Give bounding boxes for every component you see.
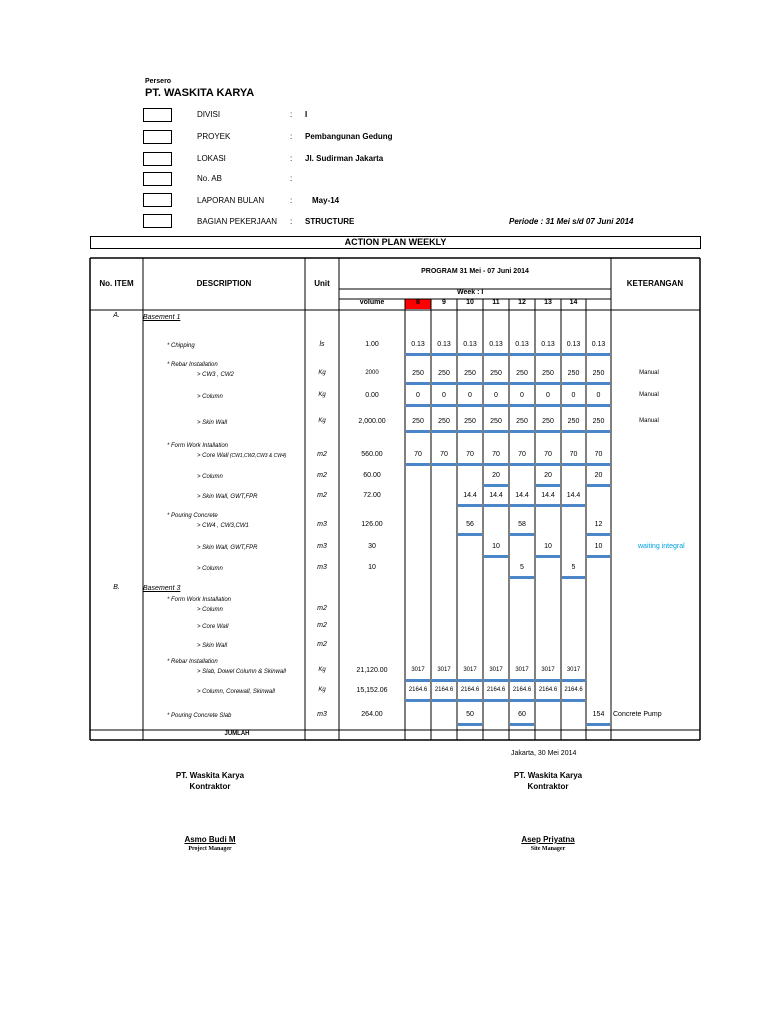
day-cell-value: 14.4 (463, 492, 477, 499)
progress-bar (406, 679, 430, 682)
day-cell-value: 70 (594, 451, 603, 458)
day-cell-value: 250 (516, 418, 528, 425)
row-unit: Kg (318, 418, 326, 424)
progress-bar (458, 699, 482, 702)
day-cell-value: 250 (516, 370, 528, 377)
progress-bar (587, 533, 610, 536)
row-unit: ls (319, 341, 325, 348)
day-cell-value: 250 (592, 418, 605, 425)
progress-bar (562, 463, 585, 466)
day-cell-value: 60 (518, 711, 526, 718)
row-description: > Core Wall (197, 624, 229, 630)
progress-bar (510, 430, 534, 433)
day-cell-value: 3017 (411, 667, 425, 673)
row-volume: 264.00 (361, 711, 383, 718)
field-label: BAGIAN PEKERJAAN (197, 217, 278, 226)
day-cell-value: 3017 (489, 667, 503, 673)
day-cell-value: 70 (518, 451, 526, 458)
day-cell-value: 10 (594, 543, 603, 550)
progress-bar (510, 576, 534, 579)
row-description: > Column (197, 394, 223, 400)
day-header: 11 (492, 299, 500, 306)
day-cell-value: 0 (494, 392, 498, 399)
progress-bar (536, 699, 560, 702)
week-header: Week : I (457, 289, 484, 296)
section-title: Basement 3 (143, 585, 181, 592)
day-cell-value: 70 (492, 451, 500, 458)
day-cell-value: 250 (464, 370, 476, 377)
row-unit: m3 (317, 564, 327, 571)
day-header: 12 (518, 299, 526, 306)
day-cell-value: 250 (490, 418, 502, 425)
progress-bar (406, 699, 430, 702)
day-cell-value: 14.4 (566, 492, 581, 499)
day-cell-value: 0.13 (437, 341, 451, 348)
row-unit: m3 (317, 521, 327, 528)
progress-bar (587, 430, 610, 433)
progress-bar (458, 382, 482, 385)
progress-bar (536, 555, 560, 558)
place-date: Jakarta, 30 Mei 2014 (511, 750, 577, 757)
progress-bar (458, 504, 482, 507)
day-cell-value: 0.13 (463, 341, 477, 348)
field-label: No. AB (197, 174, 222, 183)
day-cell-value: 58 (518, 521, 526, 528)
day-cell-value: 3017 (541, 667, 555, 673)
progress-bar (406, 404, 430, 407)
row-volume: 2,000.00 (358, 418, 386, 425)
day-header: 9 (442, 299, 446, 306)
day-cell-value: 250 (542, 370, 554, 377)
day-header: 14 (569, 299, 578, 306)
progress-bar (484, 430, 508, 433)
day-cell-value: 0.13 (541, 341, 555, 348)
day-cell-value: 10 (492, 543, 500, 550)
row-description: > Core Wall (CW1,CW2,CW3 & CW4) (197, 453, 287, 459)
progress-bar (510, 533, 534, 536)
progress-bar (562, 699, 585, 702)
day-cell-value: 250 (438, 418, 450, 425)
jumlah-label: JUMLAH (224, 731, 250, 737)
day-cell-value: 14.4 (515, 492, 529, 499)
day-cell-value: 0.13 (566, 341, 581, 348)
row-description: > Skin Wall, GWT,FPR (197, 545, 258, 551)
row-unit: m2 (317, 451, 327, 458)
day-cell-value: 250 (412, 418, 424, 425)
row-volume: 1.00 (365, 341, 379, 348)
company-name: PT. WASKITA KARYA (145, 87, 255, 99)
day-cell-value: 2164.6 (512, 687, 532, 693)
field-label: LOKASI (197, 154, 226, 163)
day-cell-value: 0 (468, 392, 472, 399)
row-volume: 72.00 (363, 492, 381, 499)
field-colon: : (290, 174, 293, 183)
progress-bar (458, 723, 482, 726)
left-signatory-name: Asmo Budi M (184, 835, 236, 844)
day-cell-value: 70 (544, 451, 552, 458)
progress-bar (510, 404, 534, 407)
row-description: > CW4 , CW3,CW1 (197, 523, 249, 529)
day-cell-value: 2164.6 (460, 687, 480, 693)
progress-bar (536, 382, 560, 385)
day-cell-value: 14.4 (489, 492, 503, 499)
day-cell-value: 14.4 (541, 492, 555, 499)
day-cell-value: 3017 (566, 667, 581, 673)
col-header-no: No. ITEM (99, 279, 134, 288)
row-description: * Rebar Installation (167, 362, 218, 368)
day-cell-value: 0 (520, 392, 524, 399)
day-cell-value: 250 (567, 370, 580, 377)
day-cell-value: 3017 (437, 667, 451, 673)
progress-bar (484, 463, 508, 466)
row-volume: 30 (368, 543, 376, 550)
day-cell-value: 70 (569, 451, 578, 458)
row-description: > Column (197, 607, 223, 613)
section-number: A. (113, 312, 120, 319)
progress-bar (587, 353, 610, 356)
day-header: 13 (544, 299, 552, 306)
progress-bar (484, 404, 508, 407)
progress-bar (432, 679, 456, 682)
field-label: LAPORAN BULAN (197, 196, 265, 205)
day-cell-value: 70 (440, 451, 448, 458)
day-cell-value: 154 (592, 711, 605, 718)
day-cell-value: 12 (594, 521, 603, 528)
day-cell-value: 70 (414, 451, 422, 458)
day-cell-value: 0 (442, 392, 446, 399)
progress-bar (562, 353, 585, 356)
row-unit: Kg (318, 392, 326, 398)
field-label: DIVISI (197, 110, 221, 119)
row-volume: 15,152.06 (356, 687, 388, 694)
field-colon: : (290, 132, 293, 141)
progress-bar (432, 382, 456, 385)
progress-bar (458, 533, 482, 536)
progress-bar (432, 353, 456, 356)
progress-bar (406, 382, 430, 385)
day-cell-value: 0.13 (591, 341, 606, 348)
progress-bar (406, 463, 430, 466)
progress-bar (510, 504, 534, 507)
progress-bar (536, 504, 560, 507)
progress-bar (432, 699, 456, 702)
day-cell-value: 20 (492, 472, 500, 479)
progress-bar (587, 484, 610, 487)
day-cell-value: 2164.6 (486, 687, 506, 693)
left-company: PT. Waskita Karya (175, 771, 245, 780)
field-value: I (305, 110, 308, 119)
day-cell-value: 10 (544, 543, 552, 550)
row-description: > CW3 , CW2 (197, 372, 234, 378)
row-description: * Form Work Installation (167, 597, 232, 603)
progress-bar (484, 699, 508, 702)
progress-bar (432, 404, 456, 407)
row-volume: 560.00 (361, 451, 383, 458)
col-header-description: DESCRIPTION (196, 279, 252, 288)
row-unit: m2 (317, 622, 327, 629)
row-volume: 10 (368, 564, 376, 571)
row-volume: 126.00 (361, 521, 383, 528)
section-number: B. (113, 584, 120, 591)
progress-bar (458, 463, 482, 466)
row-unit: m3 (317, 711, 327, 718)
periode-label: Periode : 31 Mei s/d 07 Juni 2014 (509, 217, 634, 226)
progress-bar (458, 404, 482, 407)
progress-bar (406, 353, 430, 356)
left-signatory-title: Project Manager (188, 846, 232, 852)
day-header: 10 (466, 299, 474, 306)
day-cell-value: 2164.6 (538, 687, 558, 693)
field-value: May-14 (312, 196, 340, 205)
row-unit: Kg (318, 687, 326, 693)
progress-bar (510, 679, 534, 682)
day-header: 8 (416, 299, 420, 306)
progress-bar (536, 463, 560, 466)
progress-bar (587, 723, 610, 726)
progress-bar (536, 353, 560, 356)
progress-bar (432, 463, 456, 466)
progress-bar (510, 382, 534, 385)
persero-label: Persero (145, 78, 172, 85)
row-description: > Column (197, 566, 223, 572)
row-unit: Kg (318, 667, 326, 673)
day-cell-value: 250 (464, 418, 476, 425)
progress-bar (562, 679, 585, 682)
row-description-detail: (CW1,CW2,CW3 & CW4) (228, 453, 287, 459)
row-description: > Column, Corewall, Skinwall (197, 689, 275, 695)
progress-bar (484, 484, 508, 487)
day-cell-value: 3017 (463, 667, 477, 673)
field-label: PROYEK (197, 132, 231, 141)
row-description: > Skin Wall (197, 420, 228, 426)
day-cell-value: 50 (466, 711, 474, 718)
right-role: Kontraktor (527, 782, 569, 791)
row-volume: 0.00 (365, 392, 379, 399)
day-cell-value: 250 (567, 418, 580, 425)
day-cell-value: 0.13 (515, 341, 529, 348)
progress-bar (587, 382, 610, 385)
progress-bar (510, 723, 534, 726)
progress-bar (458, 430, 482, 433)
progress-bar (484, 555, 508, 558)
row-unit: m2 (317, 605, 327, 612)
day-cell-value: 0.13 (489, 341, 503, 348)
day-cell-value: 2164.6 (564, 687, 583, 693)
program-header: PROGRAM 31 Mei - 07 Juni 2014 (421, 268, 529, 275)
day-cell-value: 0 (546, 392, 550, 399)
row-volume: 21,120.00 (356, 667, 388, 674)
field-colon: : (290, 110, 293, 119)
day-cell-value: 56 (466, 521, 474, 528)
progress-bar (536, 484, 560, 487)
day-cell-value: 250 (438, 370, 450, 377)
progress-bar (587, 555, 610, 558)
row-unit: m2 (317, 492, 327, 499)
progress-bar (562, 504, 585, 507)
progress-bar (406, 430, 430, 433)
day-cell-value: 5 (520, 564, 524, 571)
day-cell-value: 3017 (515, 667, 529, 673)
row-unit: Kg (318, 370, 326, 376)
row-unit: m2 (317, 472, 327, 479)
day-cell-value: 250 (490, 370, 502, 377)
row-description: * Form Work Intallation (167, 443, 229, 449)
row-description: * Pouring Concrete (167, 513, 218, 519)
row-description: * Chipping (167, 343, 195, 349)
progress-bar (458, 679, 482, 682)
day-cell-value: 0 (596, 392, 601, 399)
row-description: > Slab, Dowel Column & Skinwall (197, 669, 286, 675)
progress-bar (510, 353, 534, 356)
row-description: * Rebar Installation (167, 659, 218, 665)
progress-bar (484, 679, 508, 682)
row-description: > Skin Wall, GWT,FPR (197, 494, 258, 500)
day-cell-value: 250 (592, 370, 605, 377)
right-signatory-name: Asep Priyatna (521, 835, 575, 844)
progress-bar (587, 404, 610, 407)
col-header-volume: volume (359, 299, 385, 306)
day-cell-value: 2164.6 (434, 687, 454, 693)
day-cell-value: 70 (466, 451, 474, 458)
day-cell-value: 5 (571, 564, 576, 571)
progress-bar (562, 576, 585, 579)
day-cell-value: 0 (571, 392, 576, 399)
left-role: Kontraktor (189, 782, 231, 791)
col-header-unit: Unit (314, 279, 330, 288)
row-volume: 60.00 (363, 472, 381, 479)
progress-bar (510, 699, 534, 702)
field-value: STRUCTURE (305, 217, 355, 226)
day-cell-value: 20 (544, 472, 552, 479)
field-colon: : (290, 217, 293, 226)
day-cell-value: 0 (416, 392, 420, 399)
progress-bar (432, 430, 456, 433)
row-unit: m3 (317, 543, 327, 550)
day-cell-value: 0.13 (411, 341, 425, 348)
section-title: Basement 1 (143, 314, 181, 321)
progress-bar (536, 679, 560, 682)
progress-bar (536, 404, 560, 407)
row-description: * Pouring Concrete Slab (167, 713, 232, 719)
col-header-keterangan: KETERANGAN (626, 279, 684, 288)
field-colon: : (290, 196, 293, 205)
progress-bar (484, 504, 508, 507)
day-cell-value: 250 (412, 370, 424, 377)
day-cell-value: 20 (594, 472, 603, 479)
progress-bar (562, 382, 585, 385)
progress-bar (484, 353, 508, 356)
row-keterangan: Manual (639, 418, 659, 424)
progress-bar (562, 404, 585, 407)
progress-bar (562, 430, 585, 433)
report-title: ACTION PLAN WEEKLY (90, 236, 701, 249)
row-keterangan: Manual (639, 370, 659, 376)
field-colon: : (290, 154, 293, 163)
progress-bar (484, 382, 508, 385)
right-company: PT. Waskita Karya (513, 771, 583, 780)
field-value: Jl. Sudirman Jakarta (305, 154, 384, 163)
right-signatory-title: Site Manager (530, 846, 566, 852)
row-keterangan: Concrete Pump (613, 711, 662, 718)
progress-bar (458, 353, 482, 356)
row-volume: 2000 (365, 370, 379, 376)
field-value: Pembangunan Gedung (305, 132, 393, 141)
row-keterangan: Manual (639, 392, 659, 398)
day-cell-value: 250 (542, 418, 554, 425)
row-description: > Skin Wall (197, 643, 228, 649)
progress-bar (510, 463, 534, 466)
row-keterangan: waiting integral (638, 543, 685, 550)
progress-bar (536, 430, 560, 433)
row-unit: m2 (317, 641, 327, 648)
row-description: > Column (197, 474, 223, 480)
progress-bar (587, 463, 610, 466)
day-cell-value: 2164.6 (408, 687, 428, 693)
